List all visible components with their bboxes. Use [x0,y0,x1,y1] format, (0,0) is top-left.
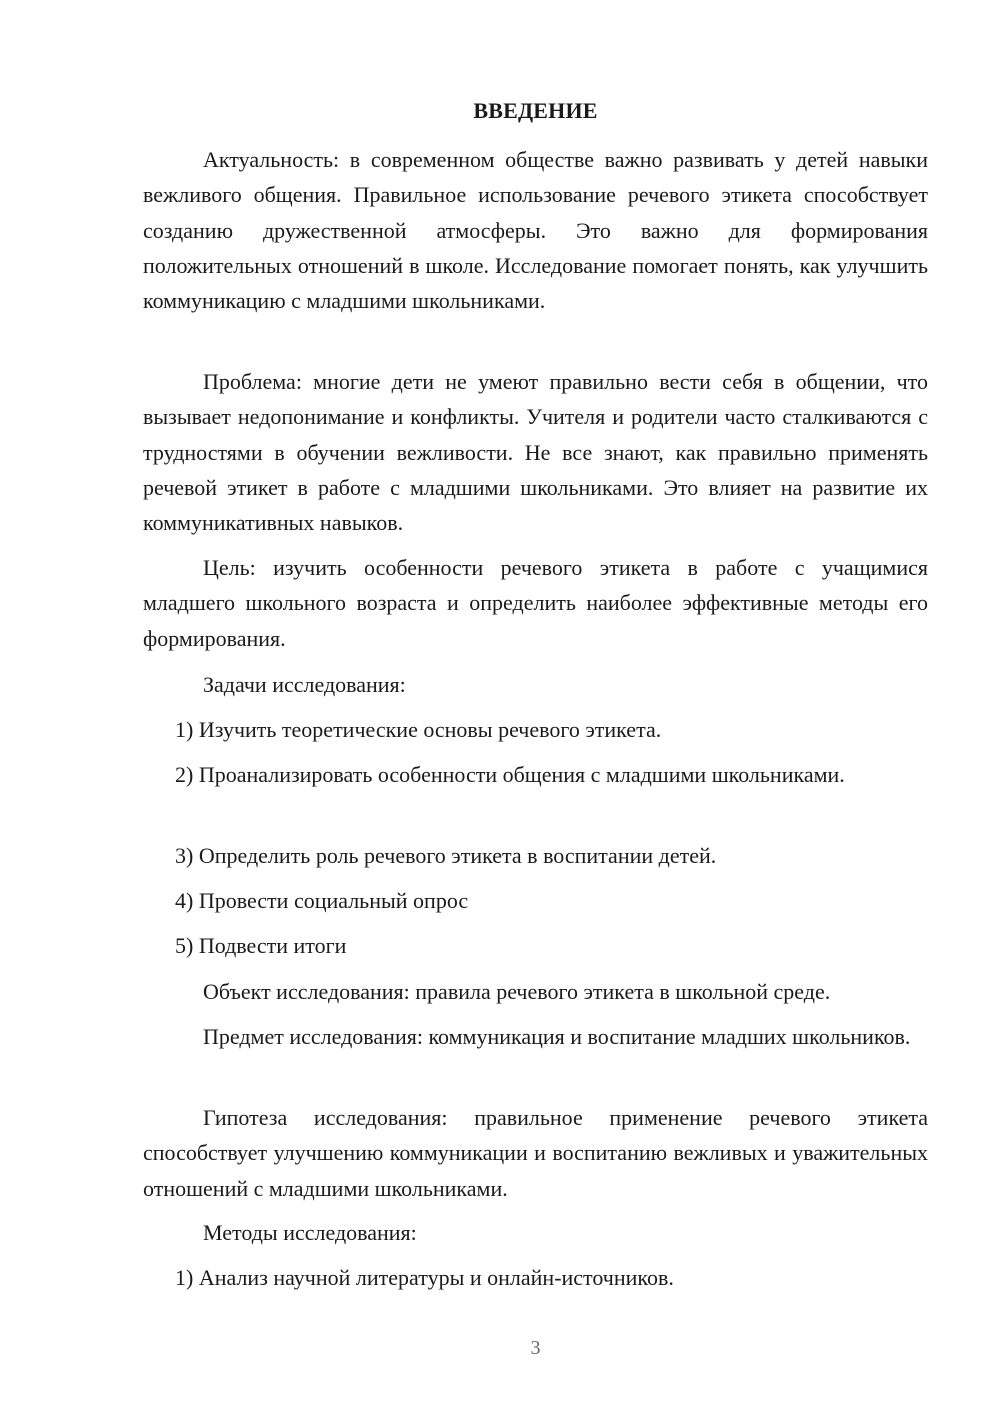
paragraph-problem: Проблема: многие дети не умеют правильно вести себя в общении, что вызывает недопонимание и конфликты. Учителя и родители часто сталкиваются с трудностями в обучении вежливости. Не все знают, как правильно применять речевой этикет в работе с младшими школьниками. Это влияет на развитие их коммуникативных навыков. [143,369,928,536]
document-page [143,0,928,1414]
task-item-2: 2) Проанализировать особенности общения с младшими школьниками. [175,762,845,787]
section-heading: ВВЕДЕНИЕ [473,98,598,123]
task-item-1: 1) Изучить теоретические основы речевого этикета. [175,717,662,742]
task-item-4: 4) Провести социальный опрос [175,888,469,913]
paragraph-hypothesis: Гипотеза исследования: правильное применение речевого этикета способствует улучшению коммуникации и воспитанию вежливых и уважительных отношений с младшими школьниками. [143,1105,928,1201]
paragraph-subject: Предмет исследования: коммуникация и воспитание младших школьников. [203,1024,911,1049]
paragraph-relevance: Актуальность: в современном обществе важно развивать у детей навыки вежливого общения. Правильное использование речевого этикета способствует созданию дружественной атмосферы. Это важно для формирования положительных отношений в школе. Исследование помогает понять, как улучшить коммуникацию с младшими школьниками. [143,147,928,314]
methods-heading: Методы исследования: [203,1220,417,1245]
task-item-3: 3) Определить роль речевого этикета в воспитании детей. [175,843,717,868]
method-item-1: 1) Анализ научной литературы и онлайн-источников. [175,1265,674,1290]
paragraph-object: Объект исследования: правила речевого этикета в школьной среде. [203,979,831,1004]
tasks-heading: Задачи исследования: [203,672,406,697]
page-number: 3 [530,1337,541,1359]
task-item-5: 5) Подвести итоги [175,933,347,958]
paragraph-goal: Цель: изучить особенности речевого этикета в работе с учащимися младшего школьного возраста и определить наиболее эффективные методы его формирования. [143,555,928,651]
